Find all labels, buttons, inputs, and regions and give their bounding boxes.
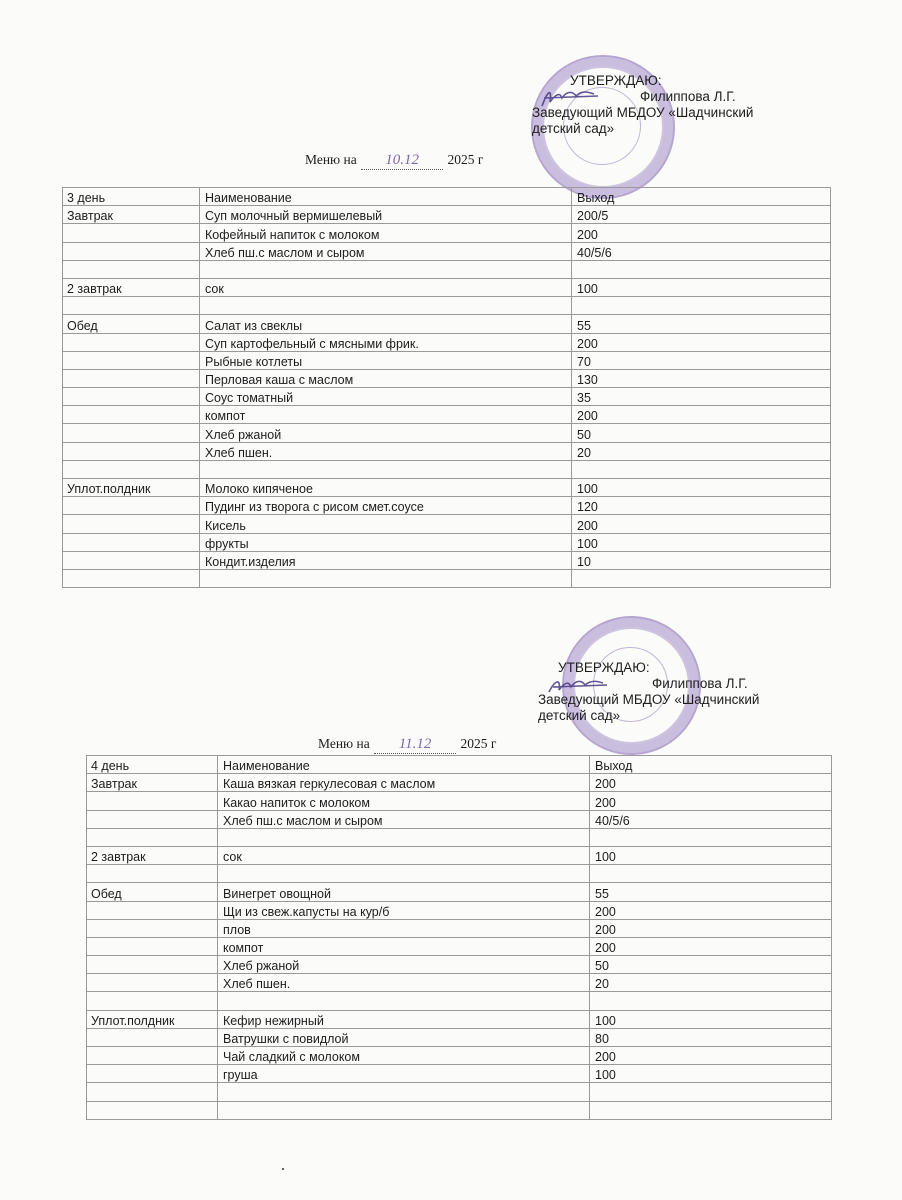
menu-title: Меню на 11.12 2025 г xyxy=(318,736,497,752)
output-cell: 50 xyxy=(590,956,832,974)
meal-cell xyxy=(63,351,200,369)
output-cell: 200 xyxy=(572,333,831,351)
meal-cell xyxy=(87,1101,218,1119)
output-cell xyxy=(590,828,832,846)
table-row xyxy=(63,551,831,569)
meal-cell xyxy=(63,424,200,442)
table-row xyxy=(63,460,831,478)
dish-cell: компот xyxy=(218,937,590,955)
meal-cell xyxy=(63,497,200,515)
table-row xyxy=(63,497,831,515)
output-cell xyxy=(572,297,831,315)
meal-cell xyxy=(63,388,200,406)
output-cell: 200 xyxy=(590,792,832,810)
dish-cell: Ватрушки с повидлой xyxy=(218,1028,590,1046)
output-cell xyxy=(572,260,831,278)
output-cell: 55 xyxy=(572,315,831,333)
output-cell: 40/5/6 xyxy=(590,810,832,828)
table-row xyxy=(63,351,831,369)
dish-cell: Кондит.изделия xyxy=(200,551,572,569)
approver-position-line1: Заведующий МБДОУ «Шадчинский xyxy=(538,692,760,707)
output-cell xyxy=(590,992,832,1010)
table-row xyxy=(63,479,831,497)
table-row xyxy=(63,333,831,351)
output-cell: 100 xyxy=(590,846,832,864)
table-row xyxy=(87,937,832,955)
header-day: 4 день xyxy=(87,756,218,774)
output-cell: 200 xyxy=(590,919,832,937)
meal-cell xyxy=(63,551,200,569)
meal-cell: Завтрак xyxy=(63,206,200,224)
meal-cell xyxy=(63,242,200,260)
dish-cell xyxy=(218,1083,590,1101)
dish-cell: Винегрет овощной xyxy=(218,883,590,901)
table-row xyxy=(63,388,831,406)
approver-name: Филиппова Л.Г. xyxy=(652,676,748,691)
dish-cell: компот xyxy=(200,406,572,424)
meal-cell: 2 завтрак xyxy=(63,278,200,296)
table-row xyxy=(63,442,831,460)
meal-cell xyxy=(63,224,200,242)
dish-cell: Каша вязкая геркулесовая с маслом xyxy=(218,774,590,792)
dish-cell: Хлеб пшен. xyxy=(218,974,590,992)
output-cell: 200 xyxy=(590,937,832,955)
table-row xyxy=(63,260,831,278)
output-cell: 80 xyxy=(590,1028,832,1046)
table-row xyxy=(63,533,831,551)
output-cell: 10 xyxy=(572,551,831,569)
meal-cell: 2 завтрак xyxy=(87,846,218,864)
meal-cell xyxy=(87,937,218,955)
output-cell xyxy=(572,569,831,587)
output-cell: 200 xyxy=(572,515,831,533)
menu-date: 10.12 xyxy=(361,152,443,170)
table-row xyxy=(87,1010,832,1028)
output-cell xyxy=(590,1101,832,1119)
dish-cell xyxy=(218,865,590,883)
meal-cell xyxy=(63,533,200,551)
dish-cell: Хлеб ржаной xyxy=(200,424,572,442)
output-cell: 20 xyxy=(572,442,831,460)
output-cell: 100 xyxy=(572,533,831,551)
meal-cell xyxy=(63,260,200,278)
table-row xyxy=(87,901,832,919)
output-cell: 200/5 xyxy=(572,206,831,224)
approval-heading: УТВЕРЖДАЮ: xyxy=(558,660,650,675)
approver-position-line2: детский сад» xyxy=(532,121,615,136)
dish-cell: фрукты xyxy=(200,533,572,551)
table-header-row xyxy=(87,756,832,774)
output-cell: 35 xyxy=(572,388,831,406)
dish-cell: сок xyxy=(200,278,572,296)
output-cell: 200 xyxy=(590,774,832,792)
dish-cell: Щи из свеж.капусты на кур/б xyxy=(218,901,590,919)
header-output: Выход xyxy=(572,188,831,206)
meal-cell xyxy=(87,1047,218,1065)
output-cell: 70 xyxy=(572,351,831,369)
dish-cell xyxy=(200,569,572,587)
meal-cell: Завтрак xyxy=(87,774,218,792)
table-row xyxy=(87,792,832,810)
dish-cell: Хлеб ржаной xyxy=(218,956,590,974)
dish-cell: Пудинг из творога с рисом смет.соусе xyxy=(200,497,572,515)
dish-cell: Кефир нежирный xyxy=(218,1010,590,1028)
dish-cell: Кисель xyxy=(200,515,572,533)
table-row xyxy=(87,846,832,864)
output-cell: 50 xyxy=(572,424,831,442)
menu-title: Меню на 10.12 2025 г xyxy=(305,152,484,168)
scan-dot xyxy=(282,1168,284,1170)
dish-cell: Соус томатный xyxy=(200,388,572,406)
output-cell: 200 xyxy=(572,406,831,424)
approver-name: Филиппова Л.Г. xyxy=(640,89,736,104)
output-cell: 200 xyxy=(590,1047,832,1065)
dish-cell: Хлеб пш.с маслом и сыром xyxy=(218,810,590,828)
output-cell xyxy=(590,865,832,883)
table-row xyxy=(87,1083,832,1101)
dish-cell: Хлеб пшен. xyxy=(200,442,572,460)
meal-cell xyxy=(63,442,200,460)
table-row xyxy=(87,1101,832,1119)
table-row xyxy=(87,810,832,828)
table-row xyxy=(87,774,832,792)
meal-cell xyxy=(87,1065,218,1083)
output-cell: 200 xyxy=(572,224,831,242)
meal-cell xyxy=(87,865,218,883)
menu-table xyxy=(62,187,831,588)
header-day: 3 день xyxy=(63,188,200,206)
meal-cell xyxy=(87,901,218,919)
output-cell: 20 xyxy=(590,974,832,992)
dish-cell: Какао напиток с молоком xyxy=(218,792,590,810)
meal-cell: Уплот.полдник xyxy=(87,1010,218,1028)
table-row xyxy=(63,569,831,587)
meal-cell xyxy=(87,974,218,992)
table-row xyxy=(63,406,831,424)
table-row xyxy=(87,1065,832,1083)
meal-cell xyxy=(87,792,218,810)
table-row xyxy=(87,1047,832,1065)
table-row xyxy=(63,515,831,533)
header-name: Наименование xyxy=(218,756,590,774)
approver-position-line1: Заведующий МБДОУ «Шадчинский xyxy=(532,105,754,120)
table-row xyxy=(87,974,832,992)
dish-cell: плов xyxy=(218,919,590,937)
menu-table xyxy=(86,755,832,1120)
meal-cell xyxy=(63,369,200,387)
approver-position-line2: детский сад» xyxy=(538,708,621,723)
table-row xyxy=(63,224,831,242)
dish-cell xyxy=(218,828,590,846)
table-row xyxy=(87,865,832,883)
dish-cell: груша xyxy=(218,1065,590,1083)
meal-cell xyxy=(87,810,218,828)
meal-cell xyxy=(63,297,200,315)
header-name: Наименование xyxy=(200,188,572,206)
table-row xyxy=(63,315,831,333)
meal-cell xyxy=(87,919,218,937)
menu-date: 11.12 xyxy=(374,736,456,754)
output-cell: 100 xyxy=(590,1065,832,1083)
output-cell xyxy=(590,1083,832,1101)
meal-cell xyxy=(63,406,200,424)
table-header-row xyxy=(63,188,831,206)
table-row xyxy=(87,992,832,1010)
header-output: Выход xyxy=(590,756,832,774)
output-cell: 100 xyxy=(572,278,831,296)
table-row xyxy=(87,828,832,846)
dish-cell xyxy=(200,260,572,278)
dish-cell: Чай сладкий с молоком xyxy=(218,1047,590,1065)
meal-cell: Обед xyxy=(87,883,218,901)
output-cell: 130 xyxy=(572,369,831,387)
meal-cell xyxy=(87,1028,218,1046)
dish-cell: Рыбные котлеты xyxy=(200,351,572,369)
dish-cell: Суп картофельный с мясными фрик. xyxy=(200,333,572,351)
meal-cell xyxy=(63,569,200,587)
meal-cell: Обед xyxy=(63,315,200,333)
table-row xyxy=(63,297,831,315)
dish-cell: Перловая каша с маслом xyxy=(200,369,572,387)
meal-cell: Уплот.полдник xyxy=(63,479,200,497)
dish-cell xyxy=(200,460,572,478)
dish-cell: Хлеб пш.с маслом и сыром xyxy=(200,242,572,260)
table-row xyxy=(87,1028,832,1046)
table-row xyxy=(63,424,831,442)
output-cell: 100 xyxy=(572,479,831,497)
dish-cell: Салат из свеклы xyxy=(200,315,572,333)
output-cell: 40/5/6 xyxy=(572,242,831,260)
meal-cell xyxy=(63,460,200,478)
table-row xyxy=(63,278,831,296)
meal-cell xyxy=(87,992,218,1010)
output-cell: 200 xyxy=(590,901,832,919)
output-cell xyxy=(572,460,831,478)
approval-block xyxy=(538,660,818,724)
table-row xyxy=(87,919,832,937)
meal-cell xyxy=(87,1083,218,1101)
approval-heading: УТВЕРЖДАЮ: xyxy=(570,73,662,88)
meal-cell xyxy=(87,956,218,974)
dish-cell: Кофейный напиток с молоком xyxy=(200,224,572,242)
table-row xyxy=(63,369,831,387)
output-cell: 120 xyxy=(572,497,831,515)
output-cell: 100 xyxy=(590,1010,832,1028)
approval-block xyxy=(532,73,812,137)
meal-cell xyxy=(63,515,200,533)
meal-cell xyxy=(87,828,218,846)
dish-cell xyxy=(218,1101,590,1119)
table-row xyxy=(63,206,831,224)
table-row xyxy=(87,956,832,974)
dish-cell xyxy=(218,992,590,1010)
dish-cell xyxy=(200,297,572,315)
table-row xyxy=(87,883,832,901)
output-cell: 55 xyxy=(590,883,832,901)
dish-cell: Суп молочный вермишелевый xyxy=(200,206,572,224)
table-row xyxy=(63,242,831,260)
dish-cell: сок xyxy=(218,846,590,864)
meal-cell xyxy=(63,333,200,351)
dish-cell: Молоко кипяченое xyxy=(200,479,572,497)
